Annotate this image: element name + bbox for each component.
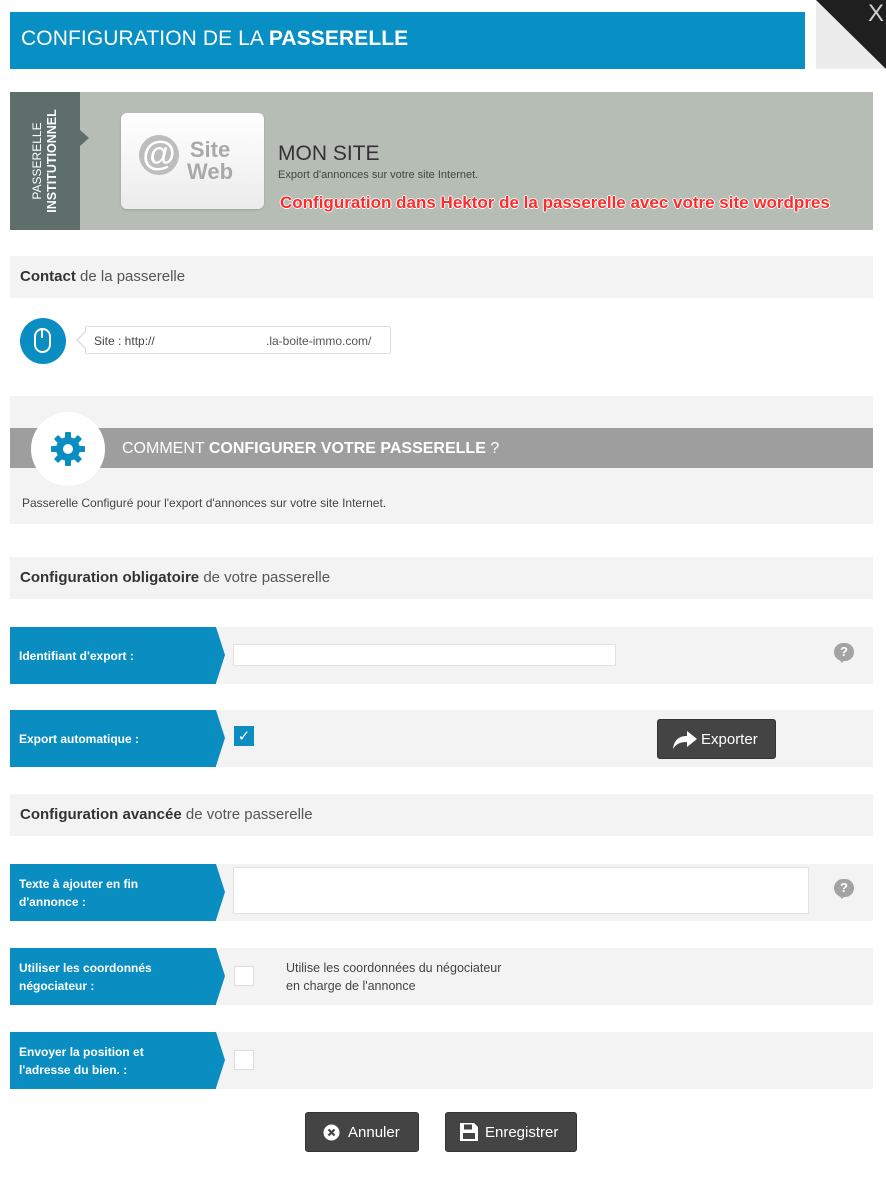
site-subtitle: Export d'annonces sur votre site Internet. xyxy=(278,169,479,181)
mouse-icon xyxy=(20,318,66,364)
text-end-row xyxy=(10,864,873,921)
text-end-textarea[interactable] xyxy=(233,867,809,914)
export-id-input[interactable] xyxy=(233,644,616,666)
export-id-label-bg xyxy=(10,627,216,684)
position-row xyxy=(10,1032,873,1089)
advanced-header-rest: de votre passerelle xyxy=(181,806,313,823)
negotiator-checkbox[interactable] xyxy=(234,966,254,986)
tag-arrow xyxy=(80,130,89,146)
row-arrow xyxy=(216,627,225,683)
position-label-1: Envoyer la position et xyxy=(19,1045,144,1059)
tag-line-2: INSTITUTIONNEL xyxy=(45,109,59,213)
help-icon[interactable]: ? xyxy=(834,643,854,661)
row-arrow xyxy=(216,1032,225,1088)
row-arrow xyxy=(216,864,225,920)
howto-description: Passerelle Configuré pour l'export d'annonces sur votre site Internet. xyxy=(22,496,387,510)
advanced-header-bold: Configuration avancée xyxy=(20,806,182,823)
position-label-bg xyxy=(10,1032,216,1089)
position-label-2: l'adresse du bien. : xyxy=(19,1063,128,1077)
auto-export-label-bg xyxy=(10,710,216,767)
site-web-logo xyxy=(121,113,264,209)
share-arrow-icon xyxy=(673,731,697,749)
text-end-label-1: Texte à ajouter en fin xyxy=(19,877,139,891)
site-url-field[interactable] xyxy=(85,326,391,354)
negotiator-note-1: Utilise les coordonnées du négociateur xyxy=(286,961,502,975)
contact-section-header xyxy=(10,256,873,298)
annotation-text: Configuration dans Hektor de la passerelle avec votre site wordpres xyxy=(280,193,830,212)
auto-export-checkbox[interactable]: ✓ xyxy=(234,726,254,746)
logo-line-1: Site xyxy=(189,137,231,162)
negotiator-note-2: en charge de l'annonce xyxy=(286,979,416,993)
help-icon[interactable]: ? xyxy=(834,879,854,897)
site-url-value: .la-boite-immo.com/ xyxy=(266,334,372,348)
site-title: MON SITE xyxy=(278,142,380,165)
save-button[interactable] xyxy=(445,1112,577,1152)
at-sign-icon: @ xyxy=(139,135,179,175)
logo-line-2: Web xyxy=(187,159,234,184)
save-button-label: Enregistrer xyxy=(485,1124,559,1141)
auto-export-row xyxy=(10,710,873,767)
dialog-title: CONFIGURATION DE LA PASSERELLE xyxy=(21,27,409,50)
row-arrow xyxy=(216,948,225,1004)
howto-title: COMMENT CONFIGURER VOTRE PASSERELLE ? xyxy=(122,440,500,457)
gateway-type-tag xyxy=(10,92,80,230)
cancel-button-label: Annuler xyxy=(348,1124,400,1141)
close-button[interactable] xyxy=(816,0,886,69)
tag-line-1: PASSERELLE xyxy=(30,122,44,200)
export-id-label: Identifiant d'export : xyxy=(19,649,134,663)
gear-icon xyxy=(50,431,86,467)
text-end-label-bg xyxy=(10,864,216,921)
export-button[interactable] xyxy=(657,719,776,759)
export-id-row xyxy=(10,627,873,684)
floppy-disk-icon xyxy=(460,1123,478,1141)
position-checkbox[interactable] xyxy=(234,1050,254,1070)
site-url-label: Site : http:// xyxy=(94,334,155,348)
site-field-pointer-inner xyxy=(78,331,87,349)
contact-header-bold: Contact xyxy=(20,268,76,285)
export-button-label: Exporter xyxy=(701,731,758,748)
negotiator-row xyxy=(10,948,873,1005)
negotiator-label-bg xyxy=(10,948,216,1005)
negotiator-label-1: Utiliser les coordonnés xyxy=(19,961,152,975)
cancel-button[interactable] xyxy=(305,1112,419,1152)
cancel-icon xyxy=(323,1124,340,1141)
dialog-header xyxy=(10,12,805,69)
negotiator-label-2: négociateur : xyxy=(19,979,95,993)
gear-badge xyxy=(31,412,105,486)
auto-export-label: Export automatique : xyxy=(19,732,140,746)
mandatory-header-bold: Configuration obligatoire xyxy=(20,569,200,586)
contact-header-rest: de la passerelle xyxy=(75,268,186,285)
gateway-banner xyxy=(10,92,873,230)
text-end-label-2: d'annonce : xyxy=(19,895,86,909)
advanced-section-header xyxy=(10,794,873,836)
mandatory-section-header xyxy=(10,557,873,599)
row-arrow xyxy=(216,710,225,766)
mandatory-header-rest: de votre passerelle xyxy=(199,569,331,586)
close-icon: X xyxy=(867,0,884,27)
howto-bar[interactable] xyxy=(10,428,873,468)
